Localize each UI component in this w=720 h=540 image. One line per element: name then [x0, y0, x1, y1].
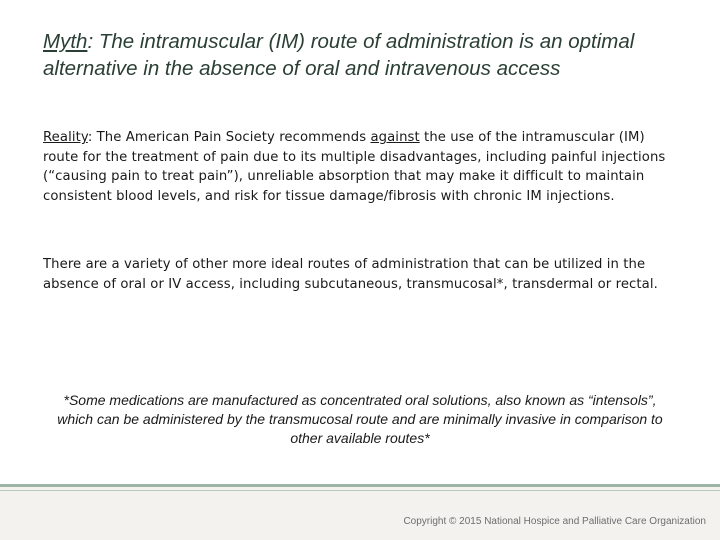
slide-title [43, 28, 693, 82]
reality-label: Reality [43, 130, 88, 145]
reality-paragraph [43, 128, 683, 207]
myth-label: Myth [43, 30, 88, 53]
reality-emphasis: against [370, 130, 420, 145]
footer-band [0, 484, 720, 540]
footnote: *Some medications are manufactured as concentrated oral solutions, also known as “intensols”, which can be administered by the transmucosal route and are minimally invasive in comparison to other available routes* [57, 392, 663, 446]
myth-statement: : The intramuscular (IM) route of administration is an optimal alternative in the absence of oral and intravenous access [43, 30, 635, 80]
copyright-notice: Copyright © 2015 National Hospice and Palliative Care Organization [403, 516, 706, 527]
routes-paragraph: There are a variety of other more ideal routes of administration that can be utilized in the absence of oral or IV access, including subcutaneous, transmucosal*, transdermal or rectal. [43, 257, 658, 292]
reality-text-end: the use of the intramuscular (IM) route for the treatment of pain due to its multiple disadvantages, including painful injections (“causing pain to treat pain”), unreliable absorption that may make it difficult to maintain consistent blood levels, and risk for tissue damage/fibrosis with chronic IM injections. [43, 130, 666, 205]
footer-divider-thin [0, 490, 720, 491]
reality-text-start: : The American Pain Society recommends [87, 130, 371, 145]
footer-divider [0, 484, 720, 487]
